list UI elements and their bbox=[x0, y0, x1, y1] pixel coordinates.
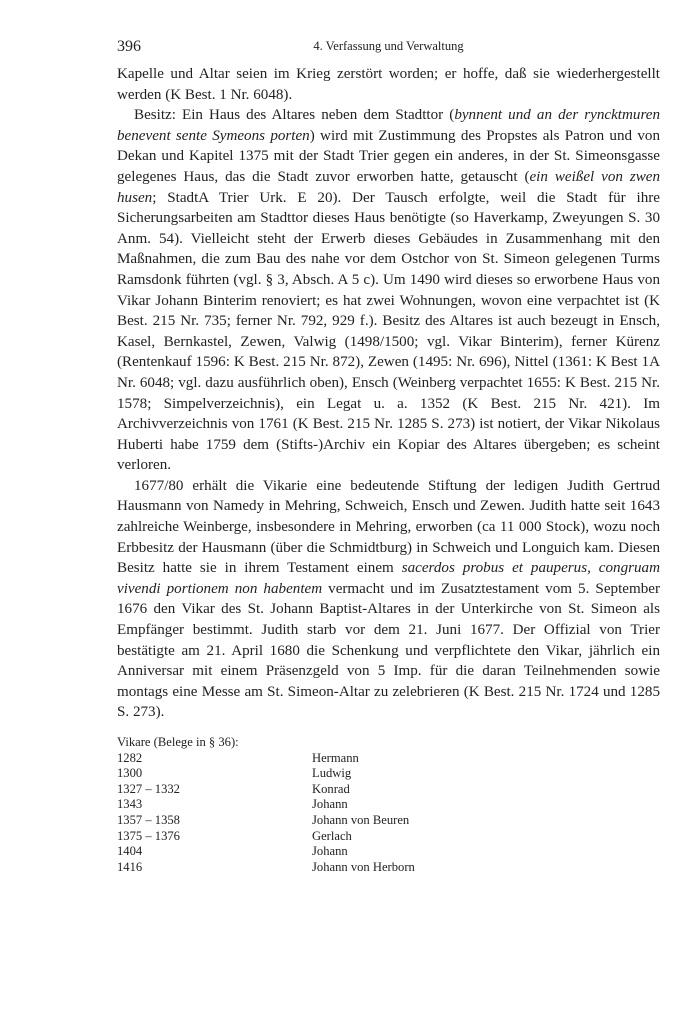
text-run: 1677/80 erhält die Vikarie eine bedeutende Stiftung der ledigen Judith Gertrud Hausmann von Namedy in Mehring, Schweich, Ensch und Zewen. Judith hatte seit 1643 zahlreiche Weinberge, insbesondere in Mehring, erworben (ca 11 000 Stock), wozu noch Erbbesitz der Hausmann (über die Schmidtburg) in Schweich und Longuich kam. Diesen Besitz hatte sie in ihrem Testament einem bbox=[117, 477, 660, 577]
vicar-list bbox=[117, 735, 660, 875]
vicar-year: 1357 – 1358 bbox=[117, 812, 180, 827]
latin-quotation: sacerdos probus et pauperus, congruam vivendi portionem non habentem bbox=[117, 560, 661, 597]
vicar-name: Johann bbox=[312, 844, 348, 859]
text-run: ) wird mit Zustimmung des Propstes als Patron und von Dekan und Kapitel 1375 mit der Stadt Trier gegen ein anderes, in der St. Simeonsgasse gelegenes Haus, das die Stadt zuvor erworben hatte, getauscht ( bbox=[117, 127, 661, 185]
paragraph-chapel-altar bbox=[117, 64, 660, 105]
text-run: Besitz: Ein Haus des Altares neben dem Stadttor ( bbox=[134, 107, 455, 124]
book-page bbox=[117, 38, 660, 875]
paragraph-besitz bbox=[117, 105, 660, 476]
latin-quotation: ein weißel von zwen husen bbox=[117, 168, 661, 206]
vicar-name: Johann von Herborn bbox=[312, 859, 415, 874]
paragraph-stiftung bbox=[117, 476, 660, 723]
page-number: 396 bbox=[117, 38, 141, 55]
vicar-row bbox=[117, 751, 660, 767]
running-title: 4. Verfassung und Verwaltung bbox=[313, 39, 464, 53]
vicar-name: Johann bbox=[312, 797, 348, 812]
vicar-name: Hermann bbox=[312, 750, 359, 765]
vicar-year: 1343 bbox=[117, 797, 143, 812]
running-head bbox=[117, 38, 660, 64]
body-text bbox=[117, 64, 660, 723]
latin-quotation: bynnent und an der ryncktmuren benevent sente Symeons porten bbox=[117, 107, 661, 144]
vicar-name: Konrad bbox=[312, 781, 350, 796]
vicar-year: 1404 bbox=[117, 844, 143, 859]
vicar-name: Gerlach bbox=[312, 828, 352, 843]
vicar-row bbox=[117, 860, 660, 876]
vicar-row bbox=[117, 813, 660, 829]
text-run: ; StadtA Trier Urk. E 20). Der Tausch erfolgte, weil die Stadt für ihre Sicherungsarbeiten am Stadttor dieses Haus benötigte (so Haverkamp, Zweyungen S. 30 Anm. 54). Vielleicht steht der Erwerb dieses Gebäudes in Zusammenhang mit den Maßnahmen, die zum Bau des nahe vor dem Ostchor von St. Simeon gelegenen Turms Ramsdonk führten (vgl. § 3, Absch. A 5 c). Um 1490 wird dieses so erworbene Haus von Vikar Johann Binterim renoviert; es hat zwei Wohnungen, wovon eine verpachtet ist (K Best. 215 Nr. 735; ferner Nr. 792, 929 f.). Besitz des Altares ist auch bezeugt in Ensch, Kasel, Bernkastel, Zewen, Valwig (1498/1500; vgl. Vikar Binterim), ferner Kürenz (Rentenkauf 1596: K Best. 215 Nr. 872), Zewen (1495: Nr. 696), Nittel (1361: K Best 1A Nr. 6048; vgl. dazu ausführlich oben), Ensch (Weinberg verpachtet 1655: K Best. 215 Nr. 1578; Simpelverzeichnis), ein Legat u. a. 1352 (K Best. 215 Nr. 421). Im Archivverzeichnis von 1761 (K Best. 215 Nr. 1285 S. 273) ist notiert, der Vikar Nikolaus Huberti habe 1759 dem (Stifts-)Archiv ein Kopiar des Altares übergeben; es scheint verloren. bbox=[117, 189, 660, 474]
vicar-list-heading: Vikare (Belege in § 36): bbox=[117, 735, 239, 749]
text-run: vermacht und im Zusatztestament vom 5. September 1676 den Vikar des St. Johann Baptist-Altares in der Unterkirche von St. Simeon als Empfänger bestimmt. Judith starb vor dem 21. Juni 1677. Der Offizial von Trier bestätigte am 21. April 1680 die Schenkung und verpflichtete den Vikar, jährlich ein Anniversar mit einem Präsenzgeld von 5 Imp. für die daran Teilnehmenden sowie montags eine Messe am St. Simeon-Altar zu zelebrieren (K Best. 215 Nr. 1724 und 1285 S. 273). bbox=[117, 580, 660, 721]
vicar-year: 1282 bbox=[117, 750, 143, 765]
vicar-year: 1327 – 1332 bbox=[117, 781, 180, 796]
vicar-year: 1416 bbox=[117, 859, 143, 874]
text-run: Kapelle und Altar seien im Krieg zerstört worden; er hoffe, daß sie wiederhergestellt werden (K Best. 1 Nr. 6048). bbox=[117, 66, 660, 103]
vicar-name: Johann von Beuren bbox=[312, 812, 410, 827]
vicar-name: Ludwig bbox=[312, 766, 352, 781]
vicar-rows bbox=[117, 751, 660, 876]
vicar-year: 1300 bbox=[117, 766, 143, 781]
vicar-row bbox=[117, 844, 660, 860]
vicar-year: 1375 – 1376 bbox=[117, 828, 180, 843]
vicar-row bbox=[117, 766, 660, 782]
vicar-row bbox=[117, 829, 660, 845]
vicar-row bbox=[117, 782, 660, 798]
vicar-row bbox=[117, 797, 660, 813]
